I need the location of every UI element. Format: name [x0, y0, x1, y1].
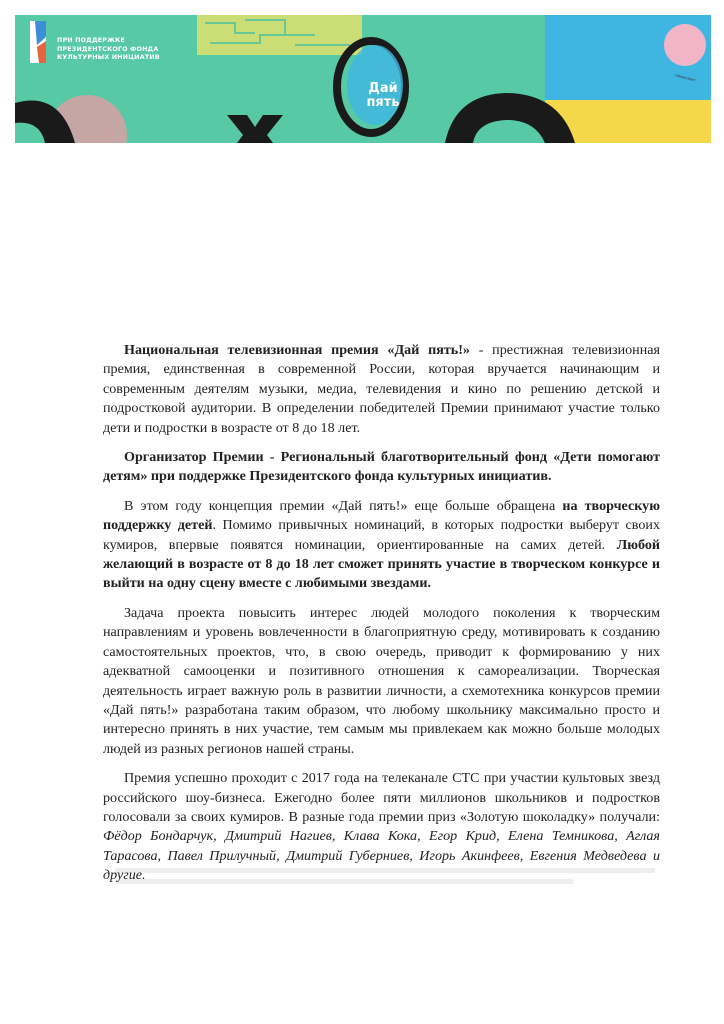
- concept-bold-b: на творческую поддержку детей: [103, 497, 660, 534]
- fund-line-1: ПРИ ПОДДЕРЖКЕ: [57, 37, 125, 44]
- history-text: Премия успешно проходит с 2017 года на телеканале СТС при участии культовых звезд российского шоу-бизнеса. Ежегодно более пяти миллионов школьников и подростков голосовали за своих кумиров. В разные года премии приз «Золотую шоколадку» получали:: [103, 770, 660, 825]
- fund-support-text: [57, 37, 160, 63]
- bleed-through-text: [115, 862, 655, 892]
- paragraph-intro: [103, 341, 660, 438]
- intro-bold: Национальная телевизионная премия «Дай пять!»: [124, 342, 470, 358]
- fund-line-2: ПРЕЗИДЕНТСКОГО ФОНДА: [57, 45, 159, 53]
- logo-line-1: Дай: [368, 81, 398, 96]
- paragraph-organizer: [103, 448, 660, 487]
- winners-list: Фёдор Бондарчук, Дмитрий Нагиев, Клава Кока, Егор Крид, Елена Темникова, Аглая Тарасова, Павел Прилучный, Дмитрий Губерниев, Игорь Акинфеев, Евгения Медведева и другие.: [103, 828, 660, 884]
- concept-text-c: . Помимо привычных номинаций, в которых подростки выберут своих кумиров, впервые появятся номинации, ориентированные на самих детей.: [103, 517, 660, 553]
- organizer-bold: Организатор Премии - Региональный благотворительный фонд «Дети помогают детям» при поддержке Президентского фонда культурных инициатив.: [103, 449, 660, 485]
- logo-line-2: пять: [366, 95, 400, 110]
- dai-pyat-logo: [363, 82, 403, 110]
- fund-line-3: КУЛЬТУРНЫХ ИНИЦИАТИВ: [57, 54, 160, 61]
- header-banner: [15, 15, 711, 143]
- concept-text-a: В этом году концепция премии «Дай пять!» еще больше обращена: [124, 497, 563, 514]
- paragraph-concept: [103, 497, 660, 594]
- document-body: [103, 341, 660, 896]
- concept-bold-d: Любой желающий в возрасте от 8 до 18 лет сможет принять участие в творческом конкурсе и выйти на одну сцену вместе с любимыми звездами.: [103, 536, 660, 592]
- banner-graphic: [15, 15, 711, 143]
- intro-text: - престижная телевизионная премия, единственная в современной России, которая вручается начинающим и современным деятелям музыки, медиа, телевидения и кино по решению детской и подростковой аудитории. В определении победителей Премии принимают участие только дети и подростки в возрасте от 8 до 18 лет.: [103, 342, 660, 436]
- paragraph-goal: Задача проекта повысить интерес людей молодого поколения к творческим направлениям и уровень вовлеченности в благоприятную среду, мотивировать к созданию самостоятельных проектов, что, в свою очередь, приводит к формированию у них адекватной самооценки и позитивного отношения к самореализации. Творческая деятельность играет важную роль в развитии личности, а схемотехника конкурсов премии «Дай пять!» разработана таким образом, что любому школьнику максимально просто и интересно принять в них участие, тем самым мы привлекаем как можно больше молодых людей из разных регионов нашей страны.: [103, 604, 660, 757]
- org-logo: помогают: [674, 72, 697, 83]
